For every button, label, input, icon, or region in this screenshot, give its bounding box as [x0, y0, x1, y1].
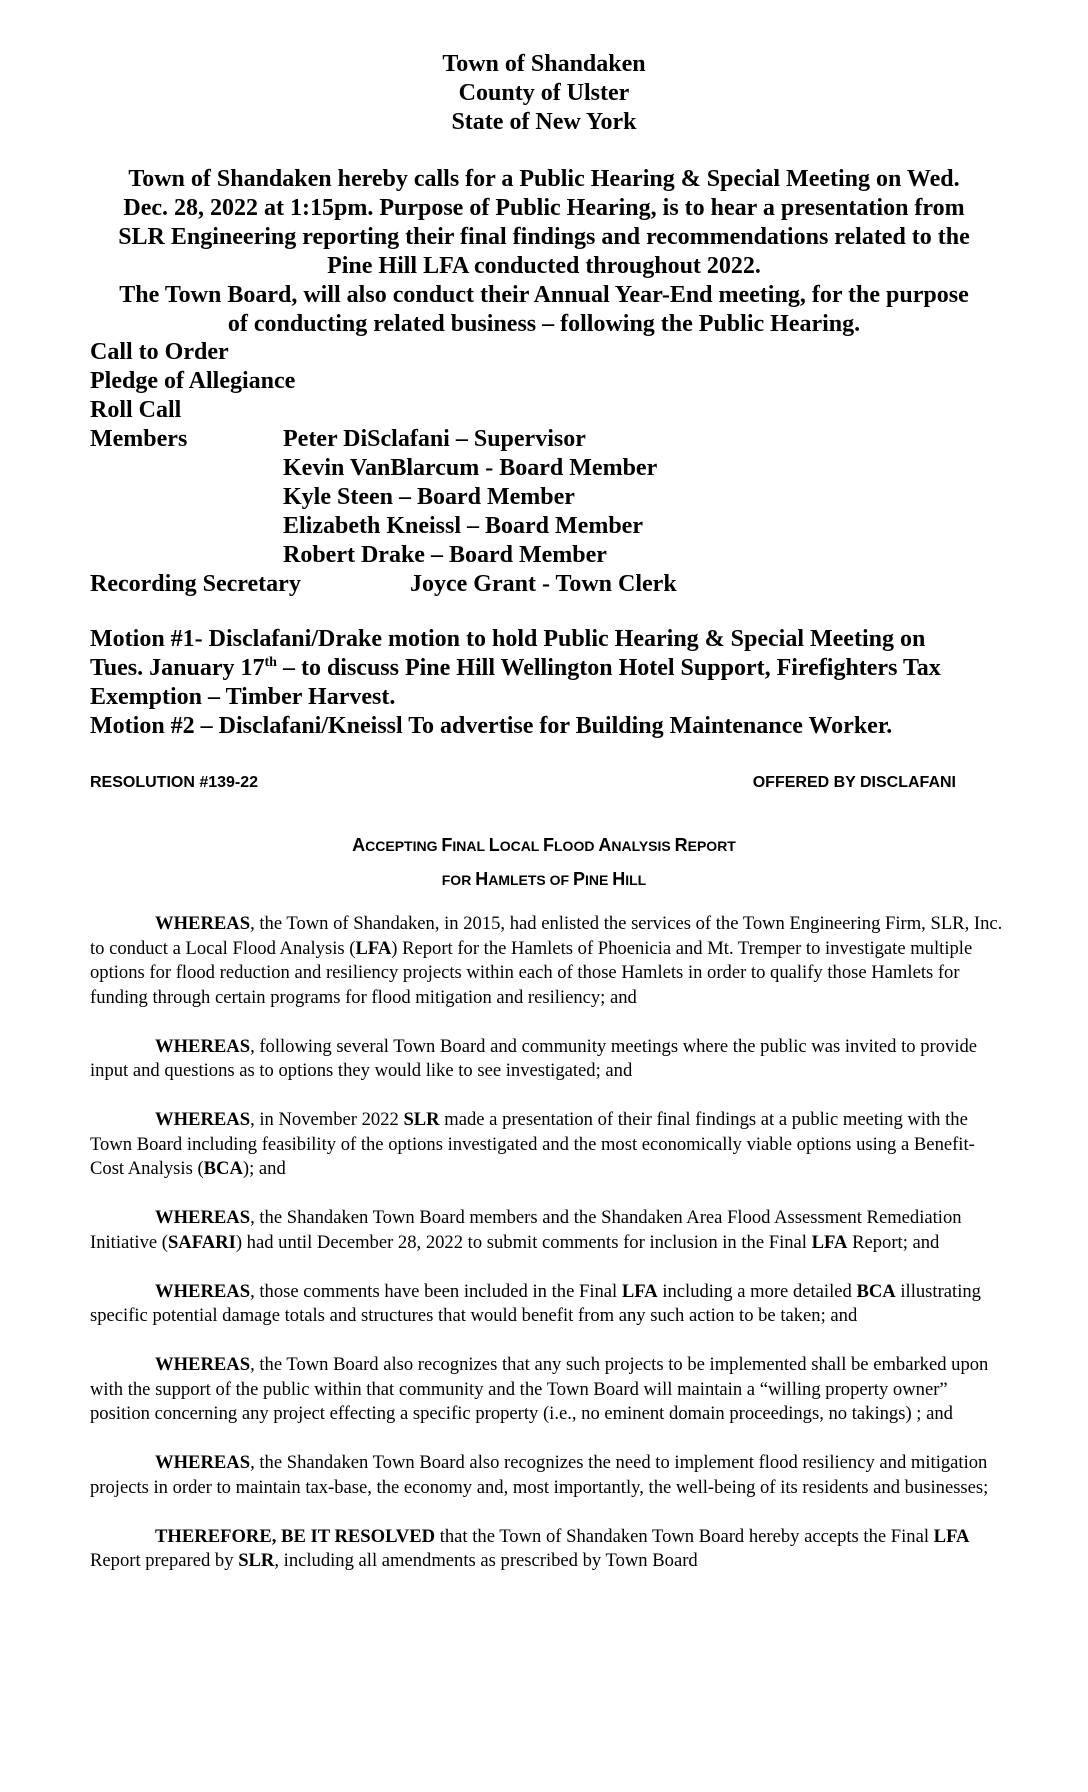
paragraph-text: Report prepared by: [90, 1550, 239, 1571]
notice-line: of conducting related business – following the Public Hearing.: [227, 311, 861, 337]
paragraph-text: , in November 2022: [250, 1109, 404, 1130]
header-state: State of New York: [451, 109, 637, 135]
header-county: County of Ulster: [458, 80, 630, 106]
bold-term: SAFARI: [167, 1231, 236, 1253]
whereas-paragraph: [90, 1206, 1005, 1255]
secretary-name: Joyce Grant - Town Clerk: [410, 571, 677, 597]
bold-term: LFA: [933, 1525, 970, 1547]
paragraph-text: ) had until December 28, 2022 to submit comments for inclusion in the Final: [235, 1231, 812, 1253]
title-segment: P: [572, 869, 585, 889]
bold-term: WHEREAS: [155, 913, 251, 934]
title-segment: FOR: [441, 872, 476, 888]
title-segment: F: [441, 835, 453, 855]
members-row: [90, 425, 586, 454]
members-row: [90, 454, 658, 483]
title-segment: L: [488, 835, 500, 855]
resolution-title-line: [0, 829, 1088, 863]
secretary-label: Recording Secretary: [90, 571, 301, 597]
title-segment: A: [352, 835, 366, 855]
paragraph-text: , those comments have been included in the Final: [250, 1280, 622, 1302]
header-town: Town of Shandaken: [442, 51, 646, 77]
title-segment: OCAL: [499, 838, 543, 854]
bold-term: LFA: [355, 937, 392, 959]
motion-1-line: Exemption – Timber Harvest.: [90, 684, 396, 710]
whereas-paragraph: [90, 1451, 1005, 1500]
bold-term: LFA: [621, 1280, 658, 1302]
motion-1-line: Motion #1- Disclafani/Drake motion to hold Public Hearing & Special Meeting on: [90, 626, 926, 652]
meeting-notice: [90, 165, 998, 339]
paragraph-text: , including all amendments as prescribed by Town Board: [274, 1550, 698, 1571]
whereas-paragraph: [90, 1525, 1005, 1574]
title-segment: F: [543, 835, 554, 855]
agenda-roll-call: Roll Call: [90, 397, 182, 423]
bold-term: SLR: [403, 1109, 440, 1130]
motions: [90, 625, 1020, 741]
members-row: [90, 541, 607, 570]
title-segment: CCEPTING: [365, 838, 442, 854]
bold-term: WHEREAS: [155, 1207, 251, 1228]
bold-term: WHEREAS: [155, 1280, 251, 1302]
members-row: [90, 512, 643, 541]
paragraph-text: , the Town Board also recognizes that any such projects to be implemented shall be embarked upon with the support of the public within that community and the Town Board will maintain a “willing property owner” position concerning any project effecting a specific property (i.e., no eminent domain proceedings, no takings) ; and: [90, 1354, 989, 1424]
whereas-paragraph: [90, 1108, 1005, 1182]
title-segment: ILL: [625, 872, 647, 888]
paragraph-text: , following several Town Board and community meetings where the public was invited to provide input and questions as to options they would like to see investigated; and: [90, 1035, 978, 1081]
paragraph-text: ); and: [242, 1158, 286, 1179]
bold-term: WHEREAS: [155, 1109, 251, 1130]
notice-line: Town of Shandaken hereby calls for a Public Hearing & Special Meeting on Wed.: [128, 166, 960, 192]
member-name: Robert Drake – Board Member: [283, 542, 607, 568]
resolution-title: [0, 829, 1088, 897]
paragraph-text: including a more detailed: [657, 1280, 857, 1302]
motion-1-text: Tues. January 17: [90, 655, 265, 681]
whereas-paragraph: [90, 1280, 1005, 1329]
paragraph-text: Report; and: [847, 1231, 940, 1253]
secretary-row: [90, 570, 677, 599]
bold-term: SLR: [238, 1550, 275, 1571]
member-name: Kyle Steen – Board Member: [283, 484, 575, 510]
title-segment: A: [598, 835, 612, 855]
paragraph-text: that the Town of Shandaken Town Board hereby accepts the Final: [435, 1525, 934, 1547]
title-segment: R: [674, 835, 688, 855]
members-label: Members: [90, 426, 188, 452]
title-segment: EPORT: [687, 838, 736, 854]
paragraph-text: , the Shandaken Town Board members and the Shandaken Area Flood Assessment Remediation Initiative (: [90, 1207, 962, 1253]
resolution-header: [90, 774, 956, 792]
resolution-number: RESOLUTION #139-22: [90, 774, 259, 791]
motion-1-line: [90, 654, 1020, 683]
document-header: [0, 50, 1088, 137]
paragraph-text: made a presentation of their final findings at a public meeting with the Town Board including feasibility of the options investigated and the most economically viable options using a Benefit-Cost Analysis (: [90, 1109, 975, 1179]
agenda-pledge: Pledge of Allegiance: [90, 368, 296, 394]
member-name: Peter DiSclafani – Supervisor: [283, 426, 586, 452]
title-segment: NALYSIS: [611, 838, 675, 854]
bold-term: BCA: [856, 1280, 896, 1302]
notice-line: Dec. 28, 2022 at 1:15pm. Purpose of Public Hearing, is to hear a presentation from: [123, 195, 965, 221]
ordinal-suffix: th: [264, 655, 277, 670]
title-segment: INE: [585, 872, 613, 888]
whereas-paragraph: [90, 1035, 1005, 1084]
resolution-body: [90, 912, 1005, 1598]
bold-term: THEREFORE, BE IT RESOLVED: [155, 1525, 436, 1547]
bold-term: BCA: [203, 1158, 243, 1179]
paragraph-text: , the Shandaken Town Board also recognizes the need to implement flood resiliency and mitigation projects in order to maintain tax-base, the economy and, most importantly, the well-being of its residents and businesses;: [90, 1452, 989, 1498]
notice-line: SLR Engineering reporting their final findings and recommendations related to the: [118, 224, 970, 250]
member-name: Kevin VanBlarcum - Board Member: [283, 455, 658, 481]
motion-1-text: – to discuss Pine Hill Wellington Hotel Support, Firefighters Tax: [276, 655, 941, 681]
title-segment: LOOD: [554, 838, 599, 854]
agenda-call-to-order: Call to Order: [90, 339, 229, 365]
title-segment: H: [612, 869, 626, 889]
notice-line: The Town Board, will also conduct their Annual Year-End meeting, for the purpose: [119, 282, 969, 308]
members-row: [90, 483, 575, 512]
whereas-paragraph: [90, 1353, 1005, 1427]
agenda: [90, 338, 677, 599]
title-segment: H: [475, 869, 489, 889]
whereas-paragraph: [90, 912, 1005, 1010]
resolution-title-line: [0, 863, 1088, 897]
paragraph-text: illustrating specific potential damage totals and structures that would benefit from any such action to be taken; and: [90, 1280, 981, 1326]
bold-term: WHEREAS: [155, 1354, 251, 1375]
resolution-offered-by: OFFERED BY DISCLAFANI: [752, 774, 956, 791]
title-segment: AMLETS OF: [488, 872, 573, 888]
bold-term: WHEREAS: [155, 1035, 251, 1057]
notice-line: Pine Hill LFA conducted throughout 2022.: [327, 253, 761, 279]
motion-2: Motion #2 – Disclafani/Kneissl To advertise for Building Maintenance Worker.: [90, 713, 893, 739]
bold-term: LFA: [811, 1231, 848, 1253]
bold-term: WHEREAS: [155, 1452, 251, 1473]
paragraph-text: , the Town of Shandaken, in 2015, had enlisted the services of the Town Engineering Firm, SLR, Inc. to conduct a Local Flood Analysis (: [90, 913, 1003, 959]
member-name: Elizabeth Kneissl – Board Member: [283, 513, 643, 539]
title-segment: INAL: [452, 838, 489, 854]
paragraph-text: ) Report for the Hamlets of Phoenicia and Mt. Tremper to investigate multiple options for flood reduction and resiliency projects within each of those Hamlets in order to qualify those Hamlets for funding through certain programs for flood mitigation and resiliency; and: [90, 937, 973, 1008]
